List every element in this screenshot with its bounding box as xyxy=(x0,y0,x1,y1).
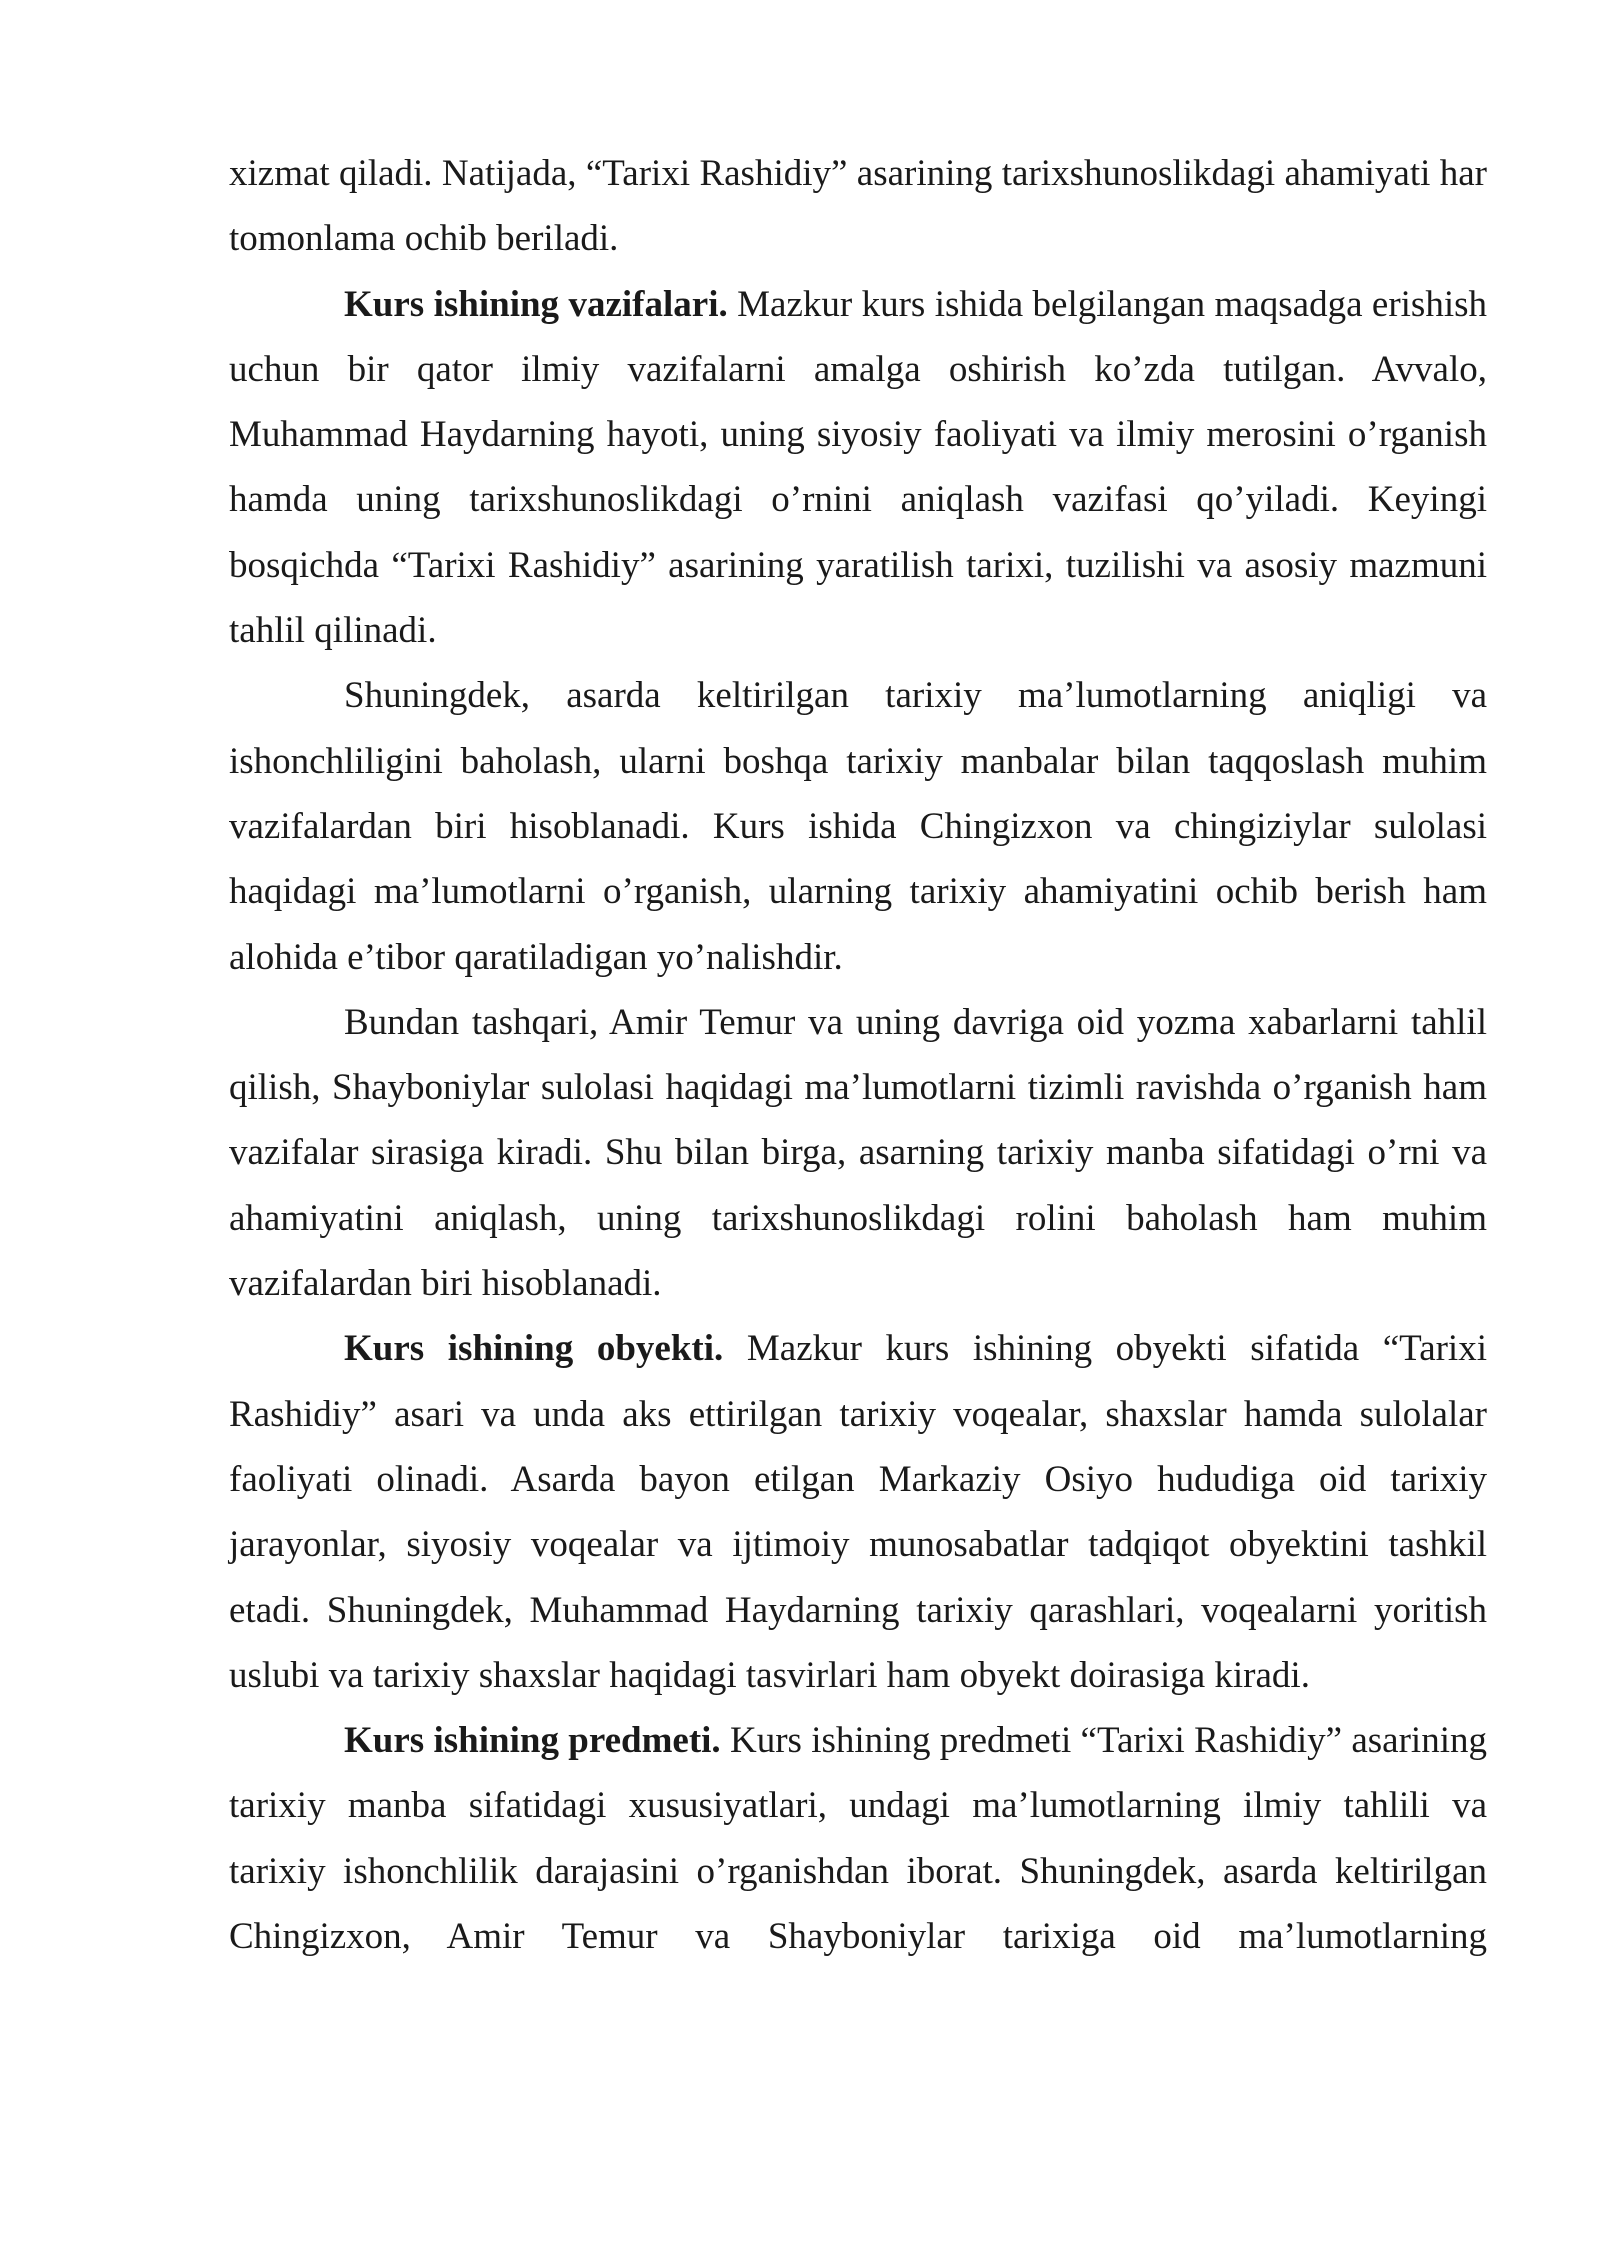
paragraph-heading: Kurs ishining vazifalari. xyxy=(344,283,728,325)
paragraph-text: Mazkur kurs ishida belgilangan maqsadga erishish uchun bir qator ilmiy vazifalarni amalga oshirish ko’zda tutilgan. Avvalo, Muhammad Haydarning hayoti, uning siyosiy faoliyati va ilmiy merosini o’rganish hamda uning tarixshunoslikdagi o’rnini aniqlash vazifasi qo’yiladi. Keyingi bosqichda “Tarixi Rashidiy” asarining yaratilish tarixi, tuzilishi va asosiy mazmuni tahlil qilinadi. xyxy=(229,283,1488,652)
paragraph-bundan-tashqari xyxy=(229,990,1487,1316)
paragraph-continuation xyxy=(229,141,1487,272)
paragraph-predmeti xyxy=(229,1708,1487,1969)
document-body xyxy=(229,141,1487,1969)
paragraph-text: xizmat qiladi. Natijada, “Tarixi Rashidiy” asarining tarixshunoslikdagi ahamiyati har tomonlama ochib beriladi. xyxy=(229,153,1487,260)
paragraph-obyekti xyxy=(229,1316,1487,1708)
paragraph-heading: Kurs ishining predmeti. xyxy=(344,1720,721,1762)
paragraph-shuningdek xyxy=(229,663,1487,989)
paragraph-heading: Kurs ishining obyekti. xyxy=(344,1328,724,1370)
paragraph-text: Kurs ishining predmeti “Tarixi Rashidiy” asarining tarixiy manba sifatidagi xususiyatlari, undagi ma’lumotlarning ilmiy tahlili va tarixiy ishonchlilik darajasini o’rganishdan iborat. Shuningdek, asarda keltirilgan Chingizxon, Amir Temur va Shayboniylar tarixiga oid ma’lumotlarning xyxy=(229,1720,1487,1958)
paragraph-text: Bundan tashqari, Amir Temur va uning davriga oid yozma xabarlarni tahlil qilish, Shayboniylar sulolasi haqidagi ma’lumotlarni tizimli ravishda o’rganish ham vazifalar sirasiga kiradi. Shu bilan birga, asarning tarixiy manba sifatidagi o’rni va ahamiyatini aniqlash, uning tarixshunoslikdagi rolini baholash ham muhim vazifalardan biri hisoblanadi. xyxy=(229,1001,1487,1305)
paragraph-text: Mazkur kurs ishining obyekti sifatida “Tarixi Rashidiy” asari va unda aks ettirilgan tarixiy voqealar, shaxslar hamda sulolalar faoliyati olinadi. Asarda bayon etilgan Markaziy Osiyo hududiga oid tarixiy jarayonlar, siyosiy voqealar va ijtimoiy munosabatlar tadqiqot obyektini tashkil etadi. Shuningdek, Muhammad Haydarning tarixiy qarashlari, voqealarni yoritish uslubi va tarixiy shaxslar haqidagi tasvirlari ham obyekt doirasiga kiradi. xyxy=(229,1328,1487,1696)
paragraph-vazifalari xyxy=(229,272,1487,664)
paragraph-text: Shuningdek, asarda keltirilgan tarixiy ma’lumotlarning aniqligi va ishonchliligini baholash, ularni boshqa tarixiy manbalar bilan taqqoslash muhim vazifalardan biri hisoblanadi. Kurs ishida Chingizxon va chingiziylar sulolasi haqidagi ma’lumotlarni o’rganish, ularning tarixiy ahamiyatini ochib berish ham alohida e’tibor qaratiladigan yo’nalishdir. xyxy=(229,675,1487,978)
